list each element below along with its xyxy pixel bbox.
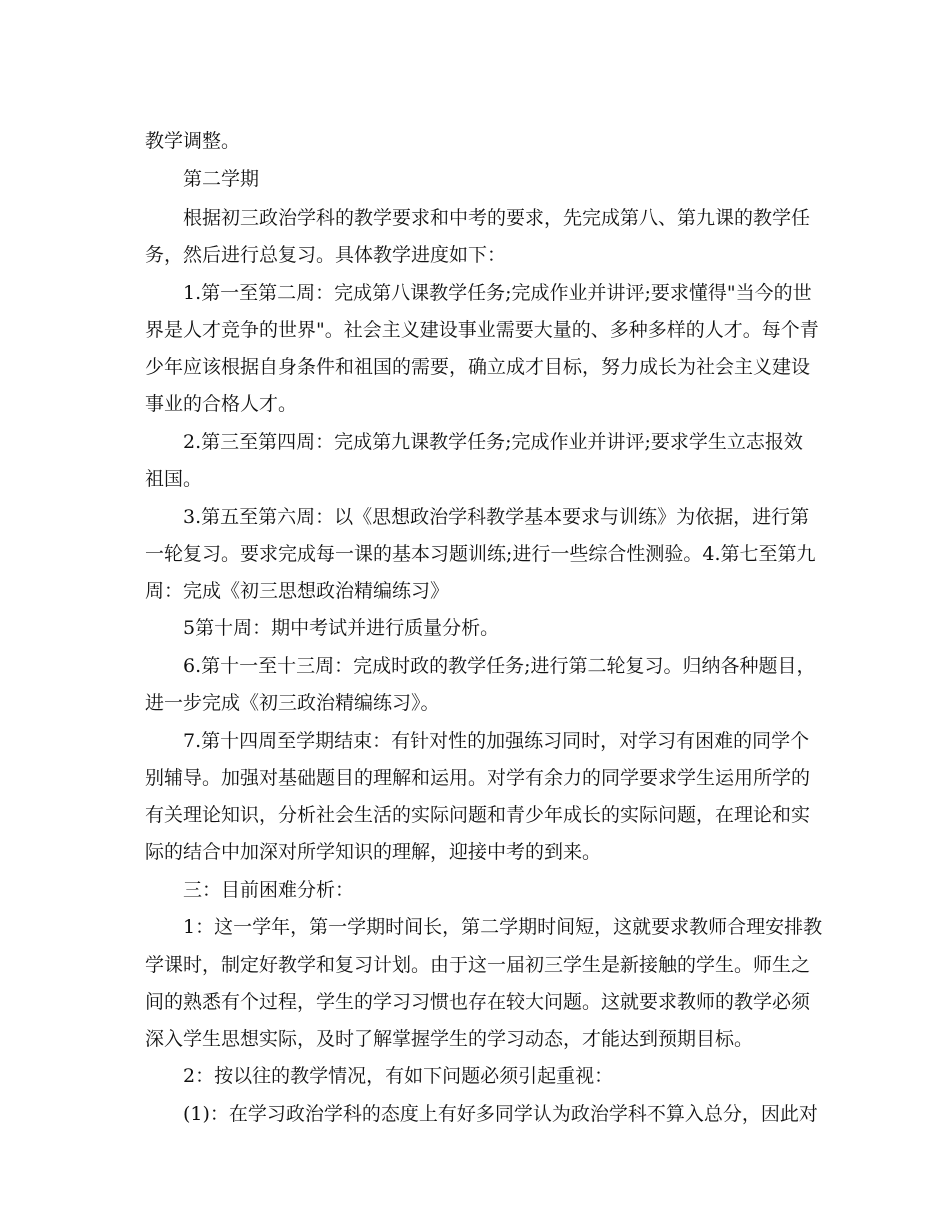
text-line: 界是人才竞争的世界"。社会主义建设事业需要大量的、多种多样的人才。每个青 [145, 319, 819, 341]
text-line: 别辅导。加强对基础题目的理解和运用。对学有余力的同学要求学生运用所学的 [145, 767, 811, 789]
text-line: (1)：在学习政治学科的态度上有好多同学认为政治学科不算入总分，因此对 [183, 1103, 818, 1125]
text-line: 事业的合格人才。 [145, 393, 298, 415]
text-line: 1.第一至第二周：完成第八课教学任务;完成作业并讲评;要求懂得"当今的世 [183, 282, 812, 304]
text-line: 2：按以往的教学情况，有如下问题必须引起重视： [183, 1065, 614, 1087]
text-line: 际的结合中加深对所学知识的理解，迎接中考的到来。 [145, 841, 602, 863]
text-line: 三：目前困难分析： [183, 879, 355, 901]
text-line: 少年应该根据自身条件和祖国的需要，确立成才目标，努力成长为社会主义建设 [145, 356, 811, 378]
text-line: 2.第三至第四周：完成第九课教学任务;完成作业并讲评;要求学生立志报效 [183, 431, 803, 453]
text-line: 学课时，制定好教学和复习计划。由于这一届初三学生是新接触的学生。师生之 [145, 954, 811, 976]
text-line: 5第十周：期中考试并进行质量分析。 [183, 617, 500, 639]
text-line: 务，然后进行总复习。具体教学进度如下： [145, 244, 507, 266]
text-line: 有关理论知识，分析社会生活的实际问题和青少年成长的实际问题，在理论和实 [145, 804, 811, 826]
text-line: 深入学生思想实际，及时了解掌握学生的学习动态，才能达到预期目标。 [145, 1028, 754, 1050]
text-line: 教学调整。 [145, 130, 241, 152]
text-line: 祖国。 [145, 468, 203, 490]
text-line: 根据初三政治学科的教学要求和中考的要求，先完成第八、第九课的教学任 [183, 207, 811, 229]
text-line: 进一步完成《初三政治精编练习》。 [145, 692, 440, 714]
text-line: 6.第十一至十三周：完成时政的教学任务;进行第二轮复习。归纳各种题目， [183, 655, 816, 677]
text-line: 间的熟悉有个过程，学生的学习习惯也存在较大问题。这就要求教师的教学必须 [145, 991, 811, 1013]
text-line: 一轮复习。要求完成每一课的基本习题训练;进行一些综合性测验。4.第七至第九 [145, 543, 816, 565]
text-line: 第二学期 [183, 168, 260, 190]
text-line: 7.第十四周至学期结束：有针对性的加强练习同时，对学习有困难的同学个 [183, 730, 810, 752]
text-line: 3.第五至第六周：以《思想政治学科教学基本要求与训练》为依据，进行第 [183, 506, 810, 528]
text-line: 周：完成《初三思想政治精编练习》 [145, 580, 450, 602]
text-line: 1：这一学年，第一学期时间长，第二学期时间短，这就要求教师合理安排教 [183, 916, 823, 938]
